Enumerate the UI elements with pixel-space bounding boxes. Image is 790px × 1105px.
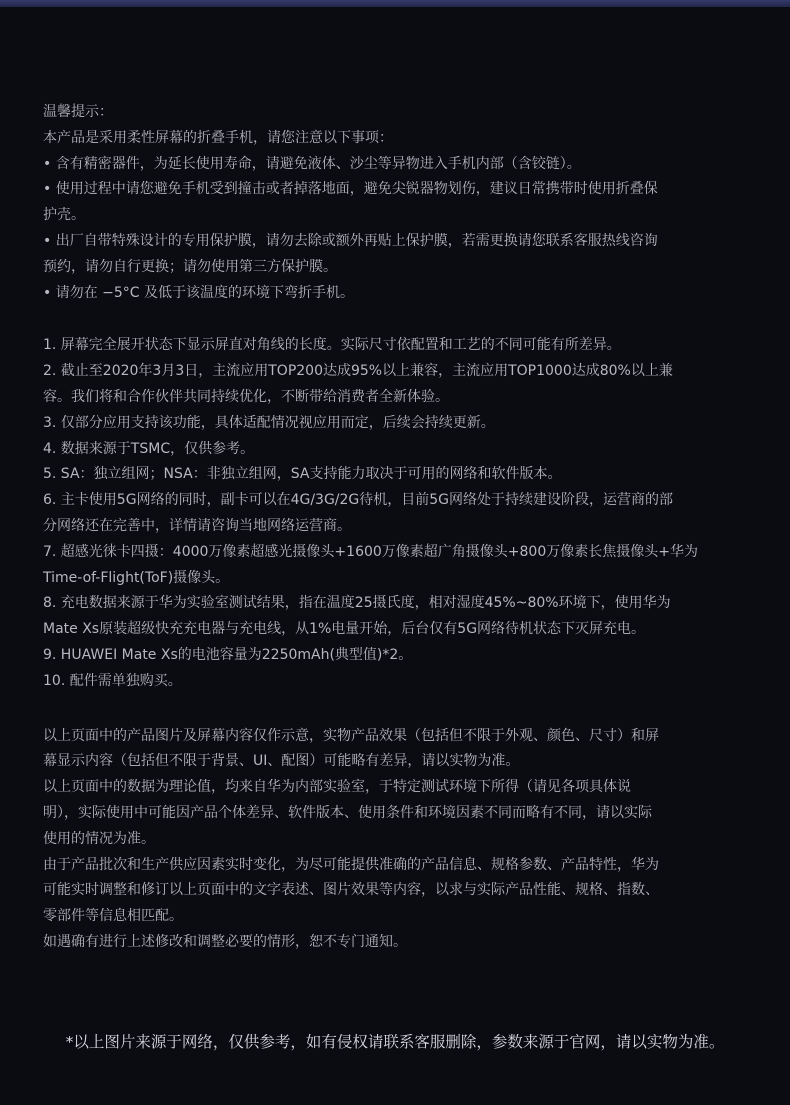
footnote-line: 8. 充电数据来源于华为实验室测试结果，指在温度25摄氏度，相对湿度45%~80%环境下，使用华为 — [43, 595, 671, 612]
footnote-line: Mate Xs原装超级快充充电器与充电线，从1%电量开始，后台仅有5G网络待机状态下灭屏充电。 — [43, 621, 646, 638]
disclaimer-line: 使用的情况为准。 — [43, 830, 155, 847]
footnote-line: 7. 超感光徕卡四摄：4000万像素超感光摄像头+1600万像素超广角摄像头+800万像素长焦摄像头+华为 — [43, 543, 698, 560]
footnote-line: 3. 仅部分应用支持该功能，具体适配情况视应用而定，后续会持续更新。 — [43, 414, 495, 431]
notice-line: 预约，请勿自行更换；请勿使用第三方保护膜。 — [43, 258, 337, 275]
disclaimer-line: 零部件等信息相匹配。 — [43, 908, 183, 925]
footnote-line: 5. SA：独立组网；NSA：非独立组网，SA支持能力取决于可用的网络和软件版本。 — [43, 466, 562, 483]
footnote-line: Time-of-Flight(ToF)摄像头。 — [43, 569, 230, 586]
notice-line: 本产品是采用柔性屏幕的折叠手机，请您注意以下事项： — [43, 129, 393, 146]
footnote-line: 容。我们将和合作伙伴共同持续优化，不断带给消费者全新体验。 — [43, 388, 449, 405]
footnote-line: 2. 截止至2020年3月3日，主流应用TOP200达成95%以上兼容，主流应用TOP1000达成80%以上兼 — [43, 363, 673, 380]
footnotes-section — [43, 333, 778, 694]
legal-notes — [43, 100, 778, 956]
footnote-line: 4. 数据来源于TSMC，仅供参考。 — [43, 440, 255, 457]
source-footer-note: *以上图片来源于网络，仅供参考，如有侵权请联系客服删除，参数来源于官网，请以实物为准。 — [65, 1033, 725, 1051]
footnote-line: 9. HUAWEI Mate Xs的电池容量为2250mAh(典型值)*2。 — [43, 646, 413, 663]
notice-heading: 温馨提示： — [43, 104, 113, 120]
footnote-line: 1. 屏幕完全展开状态下显示屏直对角线的长度。实际尺寸依配置和工艺的不同可能有所差异。 — [43, 337, 621, 354]
notice-line: 护壳。 — [43, 207, 85, 224]
disclaimer-section — [43, 724, 778, 956]
disclaimer-line: 可能实时调整和修订以上页面中的文字表述、图片效果等内容，以求与实际产品性能、规格、指数、 — [43, 882, 659, 899]
footnote-line: 10. 配件需单独购买。 — [43, 672, 182, 689]
footnote-line: 6. 主卡使用5G网络的同时，副卡可以在4G/3G/2G待机，目前5G网络处于持续建设阶段，运营商的部 — [43, 492, 674, 509]
notice-line: • 请勿在 −5°C 及低于该温度的环境下弯折手机。 — [43, 284, 355, 301]
notice-section — [43, 100, 778, 306]
notice-line: • 出厂自带特殊设计的专用保护膜，请勿去除或额外再贴上保护膜，若需更换请您联系客服热线咨询 — [43, 232, 658, 249]
section-spacer — [43, 695, 778, 724]
disclaimer-line: 如遇确有进行上述修改和调整必要的情形，恕不专门通知。 — [43, 933, 407, 950]
notice-line: • 含有精密器件，为延长使用寿命，请避免液体、沙尘等异物进入手机内部（含铰链）。 — [43, 155, 581, 172]
notice-line: • 使用过程中请您避免手机受到撞击或者掉落地面，避免尖锐器物划伤，建议日常携带时使用折叠保 — [43, 181, 658, 198]
disclaimer-line: 以上页面中的产品图片及屏幕内容仅作示意，实物产品效果（包括但不限于外观、颜色、尺寸）和屏 — [43, 727, 659, 744]
section-spacer — [43, 306, 778, 333]
disclaimer-line: 幕显示内容（包括但不限于背景、UI、配图）可能略有差异，请以实物为准。 — [43, 753, 520, 770]
top-band — [0, 0, 790, 7]
disclaimer-line: 由于产品批次和生产供应因素实时变化，为尽可能提供准确的产品信息、规格参数、产品特性，华为 — [43, 856, 659, 873]
footnote-line: 分网络还在完善中，详情请咨询当地网络运营商。 — [43, 517, 351, 534]
disclaimer-line: 以上页面中的数据为理论值，均来自华为内部实验室，于特定测试环境下所得（请见各项具体说 — [43, 779, 631, 796]
disclaimer-line: 明），实际使用中可能因产品个体差异、软件版本、使用条件和环境因素不同而略有不同，请以实际 — [43, 804, 652, 821]
